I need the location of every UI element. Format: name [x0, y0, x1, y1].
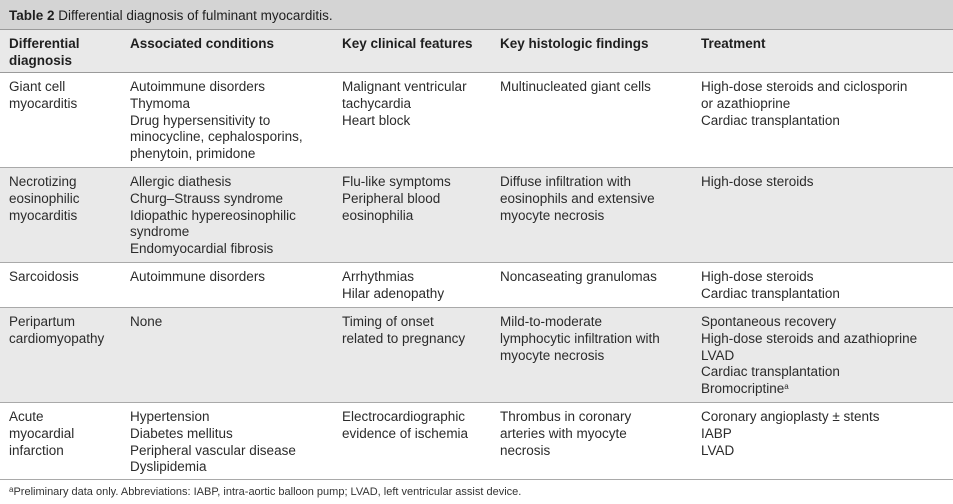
treatment-text: Spontaneous recovery High-dose steroids and azathioprine LVAD Cardiac transplantation Bromocriptine	[701, 314, 918, 397]
table-header-row	[0, 29, 953, 73]
cell-histology: Diffuse infiltration with eosinophils and extensive myocyte necrosis	[500, 174, 655, 223]
cell-features: Electrocardiographic evidence of ischemia	[342, 409, 469, 441]
table-row	[0, 308, 953, 403]
footnote-text: Preliminary data only. Abbreviations: IABP, intra-aortic balloon pump; LVAD, left ventricular assist device.	[13, 486, 522, 498]
cell-conditions: Autoimmune disorders Thymoma Drug hypersensitivity to minocycline, cephalosporins, phenytoin, primidone	[130, 79, 303, 162]
cell-conditions: Autoimmune disorders	[130, 269, 266, 284]
cell-treatment: High-dose steroids and ciclosporin or azathioprine Cardiac transplantation	[701, 79, 908, 128]
table-label: Table 2	[9, 8, 55, 23]
cell-features: Malignant ventricular tachycardia Heart block	[342, 79, 467, 128]
cell-histology: Multinucleated giant cells	[500, 79, 651, 94]
cell-conditions: Hypertension Diabetes mellitus Peripheral vascular disease Dyslipidemia	[130, 409, 296, 475]
footnote-mark: a	[9, 485, 14, 494]
footnote-marker: a	[784, 382, 789, 392]
cell-conditions: Allergic diathesis Churg–Strauss syndrome Idiopathic hypereosinophilic syndrome Endomyocardial fibrosis	[130, 174, 296, 257]
cell-conditions: None	[130, 314, 163, 329]
header-differential-diagnosis: Differential diagnosis	[9, 36, 80, 68]
cell-diagnosis: Sarcoidosis	[9, 269, 79, 284]
cell-diagnosis: Acute myocardial infarction	[9, 409, 75, 458]
cell-features: Flu-like symptoms Peripheral blood eosinophilia	[342, 174, 451, 223]
table-row	[0, 403, 953, 480]
cell-features: Arrhythmias Hilar adenopathy	[342, 269, 445, 301]
header-key-histologic-findings: Key histologic findings	[500, 36, 649, 51]
table-title	[0, 0, 953, 29]
header-treatment: Treatment	[701, 36, 766, 51]
table-row	[0, 73, 953, 168]
header-key-clinical-features: Key clinical features	[342, 36, 473, 51]
cell-treatment: High-dose steroids Cardiac transplantation	[701, 269, 840, 301]
cell-histology: Thrombus in coronary arteries with myocyte necrosis	[500, 409, 632, 458]
cell-features: Timing of onset related to pregnancy	[342, 314, 466, 346]
cell-diagnosis: Giant cell myocarditis	[9, 79, 78, 111]
header-associated-conditions: Associated conditions	[130, 36, 275, 51]
cell-histology: Mild-to-moderate lymphocytic infiltration with myocyte necrosis	[500, 314, 660, 363]
cell-histology: Noncaseating granulomas	[500, 269, 657, 284]
cell-diagnosis: Peripartum cardiomyopathy	[9, 314, 105, 346]
table-row	[0, 263, 953, 308]
cell-treatment: High-dose steroids	[701, 174, 814, 189]
table-footnote	[0, 480, 953, 504]
cell-treatment	[701, 314, 951, 398]
cell-diagnosis: Necrotizing eosinophilic myocarditis	[9, 174, 80, 223]
table-row	[0, 168, 953, 263]
cell-treatment: Coronary angioplasty ± stents IABP LVAD	[701, 409, 880, 458]
table-caption: Differential diagnosis of fulminant myocarditis.	[58, 8, 333, 23]
